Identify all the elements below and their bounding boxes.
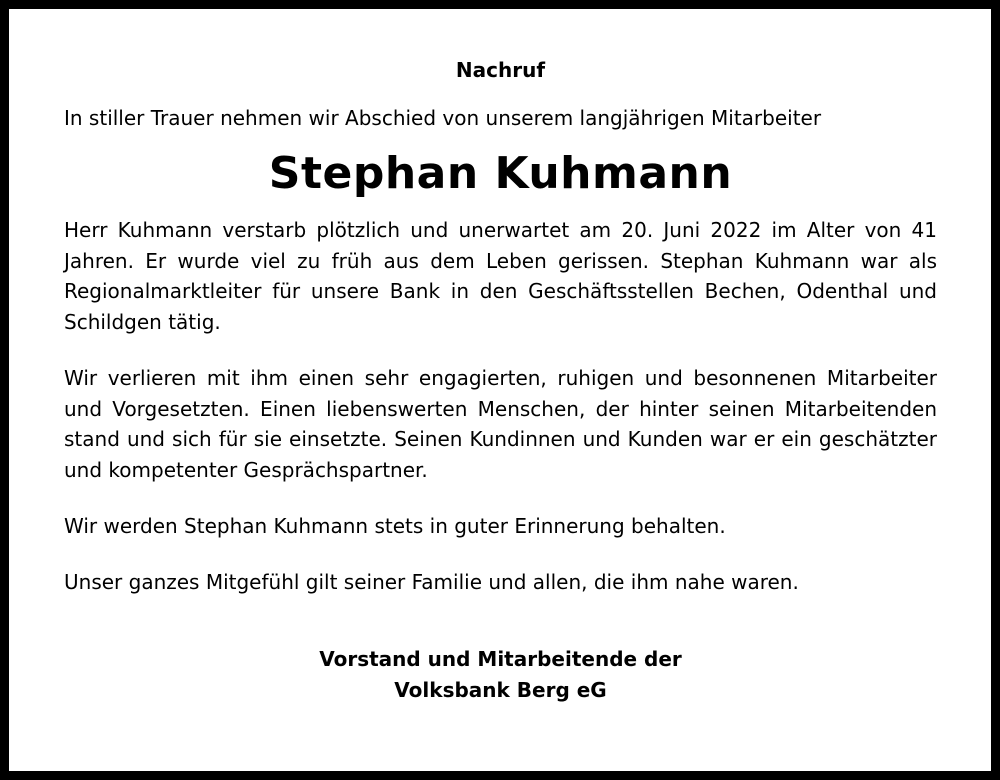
signature-line-board: Vorstand und Mitarbeitende der (319, 647, 682, 671)
signature-block (64, 644, 937, 706)
paragraph-details: Herr Kuhmann verstarb plötzlich und unerwartet am 20. Juni 2022 im Alter von 41 Jahren. Er wurde viel zu früh aus dem Leben gerissen. Stephan Kuhmann war als Regionalmarktleiter für unsere Bank in den Geschäftsstellen Bechen, Odenthal und Schildgen tätig. (64, 218, 937, 334)
notice-heading: Nachruf (455, 58, 546, 82)
obituary-notice (64, 56, 937, 706)
signature-line-bank: Volksbank Berg eG (394, 678, 607, 702)
paragraph-tribute: Wir verlieren mit ihm einen sehr engagierten, ruhigen und besonnenen Mitarbeiter und Vorgesetzten. Einen liebenswerten Menschen, der hinter seinen Mitarbeitenden stand und sich für sie einsetzte. Seinen Kundinnen und Kunden war er ein geschätzter und kompetenter Gesprächspartner. (64, 366, 937, 482)
paragraph-remembrance: Wir werden Stephan Kuhmann stets in guter Erinnerung behalten. (64, 514, 726, 538)
intro-text: In stiller Trauer nehmen wir Abschied von unserem langjährigen Mitarbeiter (64, 106, 822, 130)
paragraph-condolence: Unser ganzes Mitgefühl gilt seiner Familie und allen, die ihm nahe waren. (64, 569, 799, 594)
deceased-name: Stephan Kuhmann (268, 148, 733, 199)
